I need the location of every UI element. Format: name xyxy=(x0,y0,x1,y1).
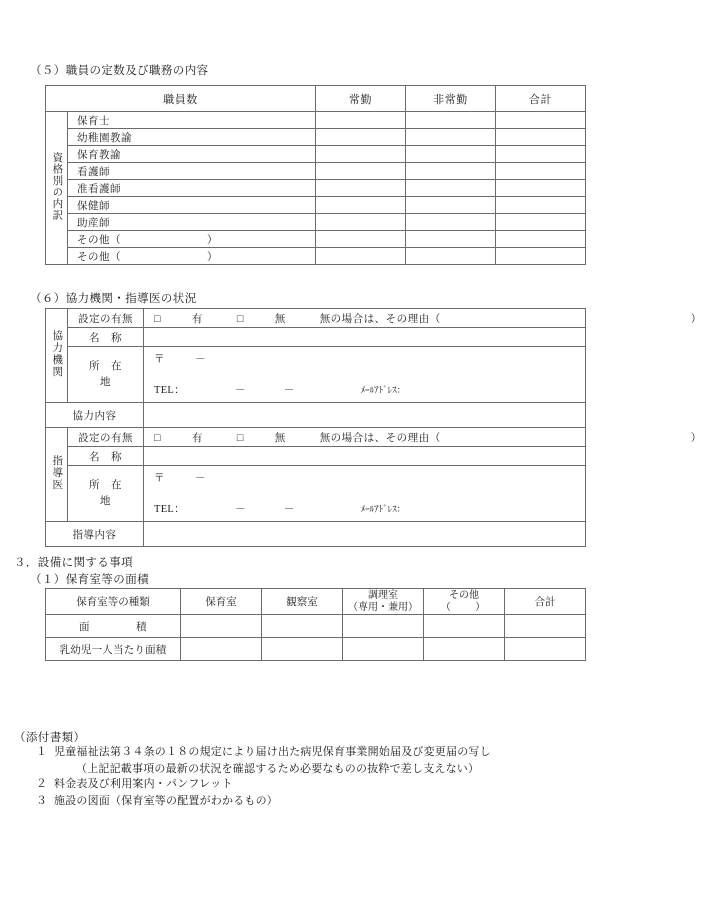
paren-close: ） xyxy=(475,601,488,613)
attachment-number-3: ３ xyxy=(36,794,47,807)
staff-value-total[interactable] xyxy=(496,180,586,197)
staff-value-fulltime[interactable] xyxy=(316,163,406,180)
doctor-label-address xyxy=(68,466,144,522)
org-label-name: 名 称 xyxy=(68,328,144,347)
area-value-nursery-room[interactable] xyxy=(181,615,262,638)
staff-col-header-parttime: 非常勤 xyxy=(406,86,496,112)
org-no-label: 無 xyxy=(274,313,286,325)
attachment-subtext-1: （上記記載事項の最新の状況を確認するため必要なものの抜粋で差し支えない） xyxy=(76,762,480,775)
tel-dash-2: － xyxy=(283,504,295,515)
table-row xyxy=(46,214,586,231)
staff-value-parttime[interactable] xyxy=(406,129,496,146)
section-heading-room-area: （１）保育室等の面積 xyxy=(30,574,149,586)
checkbox-no-icon[interactable]: □ xyxy=(236,432,244,444)
table-row xyxy=(46,163,586,180)
doctor-label-guidance-content: 指導内容 xyxy=(46,522,144,547)
area-col-header-other-text: その他 xyxy=(449,590,479,601)
list-item xyxy=(14,745,491,761)
staff-row-label-other-1 xyxy=(68,231,316,248)
section-heading-staff: （５）職員の定数及び職務の内容 xyxy=(30,65,209,77)
doctor-label-address-line1: 所 在 xyxy=(89,480,122,492)
tel-dash-2: － xyxy=(283,385,295,396)
staff-value-fulltime[interactable] xyxy=(316,231,406,248)
attachment-text-2: 料金表及び利用案内・パンフレット xyxy=(54,778,233,791)
area-per-child-total[interactable] xyxy=(505,638,586,661)
staff-value-parttime[interactable] xyxy=(406,112,496,129)
org-field-exist[interactable] xyxy=(144,309,702,328)
org-field-name[interactable] xyxy=(144,328,586,347)
list-item xyxy=(14,777,491,793)
staff-value-parttime[interactable] xyxy=(406,146,496,163)
area-col-header-observation-room: 観察室 xyxy=(262,589,343,615)
table-row xyxy=(46,129,586,146)
area-value-kitchen[interactable] xyxy=(343,615,424,638)
table-row xyxy=(46,428,586,447)
staff-row-label-assistant-nurse: 准看護師 xyxy=(68,180,316,197)
doctor-label-exist: 設定の有無 xyxy=(68,428,144,447)
org-label-cooperation-content: 協力内容 xyxy=(46,403,144,428)
attachments-list xyxy=(14,745,491,810)
staff-value-total[interactable] xyxy=(496,231,586,248)
table-row xyxy=(46,231,586,248)
org-reason-text: 無の場合は、その理由 xyxy=(319,313,430,325)
staff-row-label-public-health-nurse: 保健師 xyxy=(68,197,316,214)
staff-value-parttime[interactable] xyxy=(406,197,496,214)
staff-group-label-text: 資格別の内訳 xyxy=(51,151,63,221)
table-row xyxy=(46,146,586,163)
area-col-header-other xyxy=(424,589,505,615)
doctor-label-address-line2: 地 xyxy=(100,495,111,507)
staff-table xyxy=(45,85,586,265)
staff-value-fulltime[interactable] xyxy=(316,197,406,214)
doctor-field-address[interactable] xyxy=(144,466,586,522)
org-yes-label: 有 xyxy=(191,313,203,325)
area-row-label-area-a: 面 xyxy=(79,621,90,633)
tel-dash-1: － xyxy=(234,385,246,396)
staff-row-label-nurse: 看護師 xyxy=(68,163,316,180)
staff-table-header-row xyxy=(46,86,586,112)
area-row-label-per-child: 乳幼児一人当たり面積 xyxy=(46,638,181,661)
staff-col-header-total: 合計 xyxy=(496,86,586,112)
org-label-address-line1: 所 在 xyxy=(89,361,122,373)
org-group-label-doctor-text: 指導医 xyxy=(51,454,63,491)
org-group-label-doctor xyxy=(46,428,68,522)
paren-open: （ xyxy=(429,313,441,325)
org-group-label-partner-text: 協力機関 xyxy=(51,329,63,378)
area-row-label-area-b: 積 xyxy=(136,621,147,633)
org-field-address[interactable] xyxy=(144,347,586,403)
paren-open: （ xyxy=(429,432,441,444)
org-label-address-line2: 地 xyxy=(100,376,111,388)
org-label-address xyxy=(68,347,144,403)
zip-mark-icon: 〒 xyxy=(154,354,165,365)
doctor-field-exist[interactable] xyxy=(144,428,702,447)
staff-value-parttime[interactable] xyxy=(406,248,496,265)
checkbox-yes-icon[interactable]: □ xyxy=(154,313,161,325)
table-row xyxy=(46,112,586,129)
org-group-label-partner xyxy=(46,309,68,403)
staff-value-fulltime[interactable] xyxy=(316,146,406,163)
staff-row-label-other-2 xyxy=(68,248,316,265)
paren-close: ） xyxy=(207,234,218,246)
area-col-header-kitchen-line2: （専用・兼用） xyxy=(348,601,418,613)
area-value-observation-room[interactable] xyxy=(262,615,343,638)
attachment-text-3: 施設の図面（保育室等の配置がわかるもの） xyxy=(54,794,278,807)
attachment-number-1: １ xyxy=(36,746,47,758)
doctor-reason-text: 無の場合は、その理由 xyxy=(319,432,430,444)
doctor-mail-label: ﾒｰﾙｱﾄﾞﾚｽ： xyxy=(360,504,406,514)
table-row xyxy=(46,403,586,428)
attachment-number-2: ２ xyxy=(36,778,47,791)
area-per-child-observation-room[interactable] xyxy=(262,638,343,661)
section-heading-equipment: ３．設備に関する事項 xyxy=(14,557,133,569)
staff-value-parttime[interactable] xyxy=(406,163,496,180)
area-value-other[interactable] xyxy=(424,615,505,638)
doctor-field-name[interactable] xyxy=(144,447,586,466)
staff-value-parttime[interactable] xyxy=(406,180,496,197)
table-row xyxy=(46,180,586,197)
staff-value-total[interactable] xyxy=(496,112,586,129)
room-area-table xyxy=(45,588,586,661)
table-row xyxy=(46,328,586,347)
paren-close: ） xyxy=(690,432,702,444)
staff-row-label-hoikushi: 保育士 xyxy=(68,112,316,129)
table-row xyxy=(46,447,586,466)
staff-row-label-hoikukyoyu: 保育教諭 xyxy=(68,146,316,163)
attachments-heading: （添付書類） xyxy=(14,732,86,744)
org-label-exist: 設定の有無 xyxy=(68,309,144,328)
table-row xyxy=(46,347,586,403)
org-mail-label: ﾒｰﾙｱﾄﾞﾚｽ： xyxy=(360,385,406,395)
paren-close: ） xyxy=(690,313,702,325)
section-heading-org: （６）協力機関・指導医の状況 xyxy=(30,293,197,305)
area-col-header-kitchen xyxy=(343,589,424,615)
table-row xyxy=(46,615,586,638)
zip-mark-icon: 〒 xyxy=(154,473,165,484)
table-row xyxy=(46,522,586,547)
paren-open: （ xyxy=(110,251,121,263)
doctor-tel-label: TEL： xyxy=(154,504,185,515)
staff-value-fulltime[interactable] xyxy=(316,129,406,146)
area-col-header-kitchen-line1: 調理室 xyxy=(368,589,398,601)
doctor-field-guidance-content[interactable] xyxy=(144,522,586,547)
zip-dash: － xyxy=(195,354,206,365)
doctor-label-name: 名 称 xyxy=(68,447,144,466)
org-field-cooperation-content[interactable] xyxy=(144,403,586,428)
table-row xyxy=(46,638,586,661)
staff-other-label-1: その他 xyxy=(77,234,110,246)
table-row xyxy=(46,248,586,265)
attachment-text-1: 児童福祉法第３４条の１８の規定により届け出た病児保育事業開始届及び変更届の写し xyxy=(54,746,491,758)
table-row xyxy=(46,197,586,214)
doctor-no-label: 無 xyxy=(274,432,286,444)
org-tel-label: TEL： xyxy=(154,385,185,396)
staff-value-total[interactable] xyxy=(496,146,586,163)
area-value-total[interactable] xyxy=(505,615,586,638)
checkbox-no-icon[interactable]: □ xyxy=(236,313,244,325)
doctor-yes-label: 有 xyxy=(191,432,203,444)
staff-value-total[interactable] xyxy=(496,129,586,146)
staff-value-total[interactable] xyxy=(496,214,586,231)
org-doctor-table xyxy=(45,308,702,547)
paren-open: （ xyxy=(440,601,453,613)
area-table-header-row xyxy=(46,589,586,615)
paren-open: （ xyxy=(110,234,121,246)
area-col-header-nursery-room: 保育室 xyxy=(181,589,262,615)
checkbox-yes-icon[interactable]: □ xyxy=(154,432,161,444)
paren-close: ） xyxy=(207,251,218,263)
area-col-header-kind: 保育室等の種類 xyxy=(46,589,181,615)
tel-dash-1: － xyxy=(234,504,246,515)
area-row-label-area xyxy=(46,615,181,638)
staff-value-fulltime[interactable] xyxy=(316,180,406,197)
staff-value-parttime[interactable] xyxy=(406,214,496,231)
table-row xyxy=(46,466,586,522)
staff-col-header-fulltime: 常勤 xyxy=(316,86,406,112)
staff-value-parttime[interactable] xyxy=(406,231,496,248)
area-per-child-other[interactable] xyxy=(424,638,505,661)
staff-row-label-midwife: 助産師 xyxy=(68,214,316,231)
staff-other-label-2: その他 xyxy=(77,251,110,263)
staff-row-label-kindergarten: 幼稚園教諭 xyxy=(68,129,316,146)
area-col-header-total: 合計 xyxy=(505,589,586,615)
staff-value-fulltime[interactable] xyxy=(316,112,406,129)
staff-value-total[interactable] xyxy=(496,248,586,265)
table-row xyxy=(46,309,586,328)
staff-value-total[interactable] xyxy=(496,197,586,214)
staff-group-label xyxy=(46,112,68,265)
area-col-header-other-parens[interactable] xyxy=(424,602,504,614)
list-item xyxy=(14,794,491,810)
staff-col-header-count: 職員数 xyxy=(46,86,316,112)
area-per-child-nursery-room[interactable] xyxy=(181,638,262,661)
staff-value-total[interactable] xyxy=(496,163,586,180)
staff-value-fulltime[interactable] xyxy=(316,214,406,231)
zip-dash: － xyxy=(195,473,206,484)
area-per-child-kitchen[interactable] xyxy=(343,638,424,661)
staff-value-fulltime[interactable] xyxy=(316,248,406,265)
